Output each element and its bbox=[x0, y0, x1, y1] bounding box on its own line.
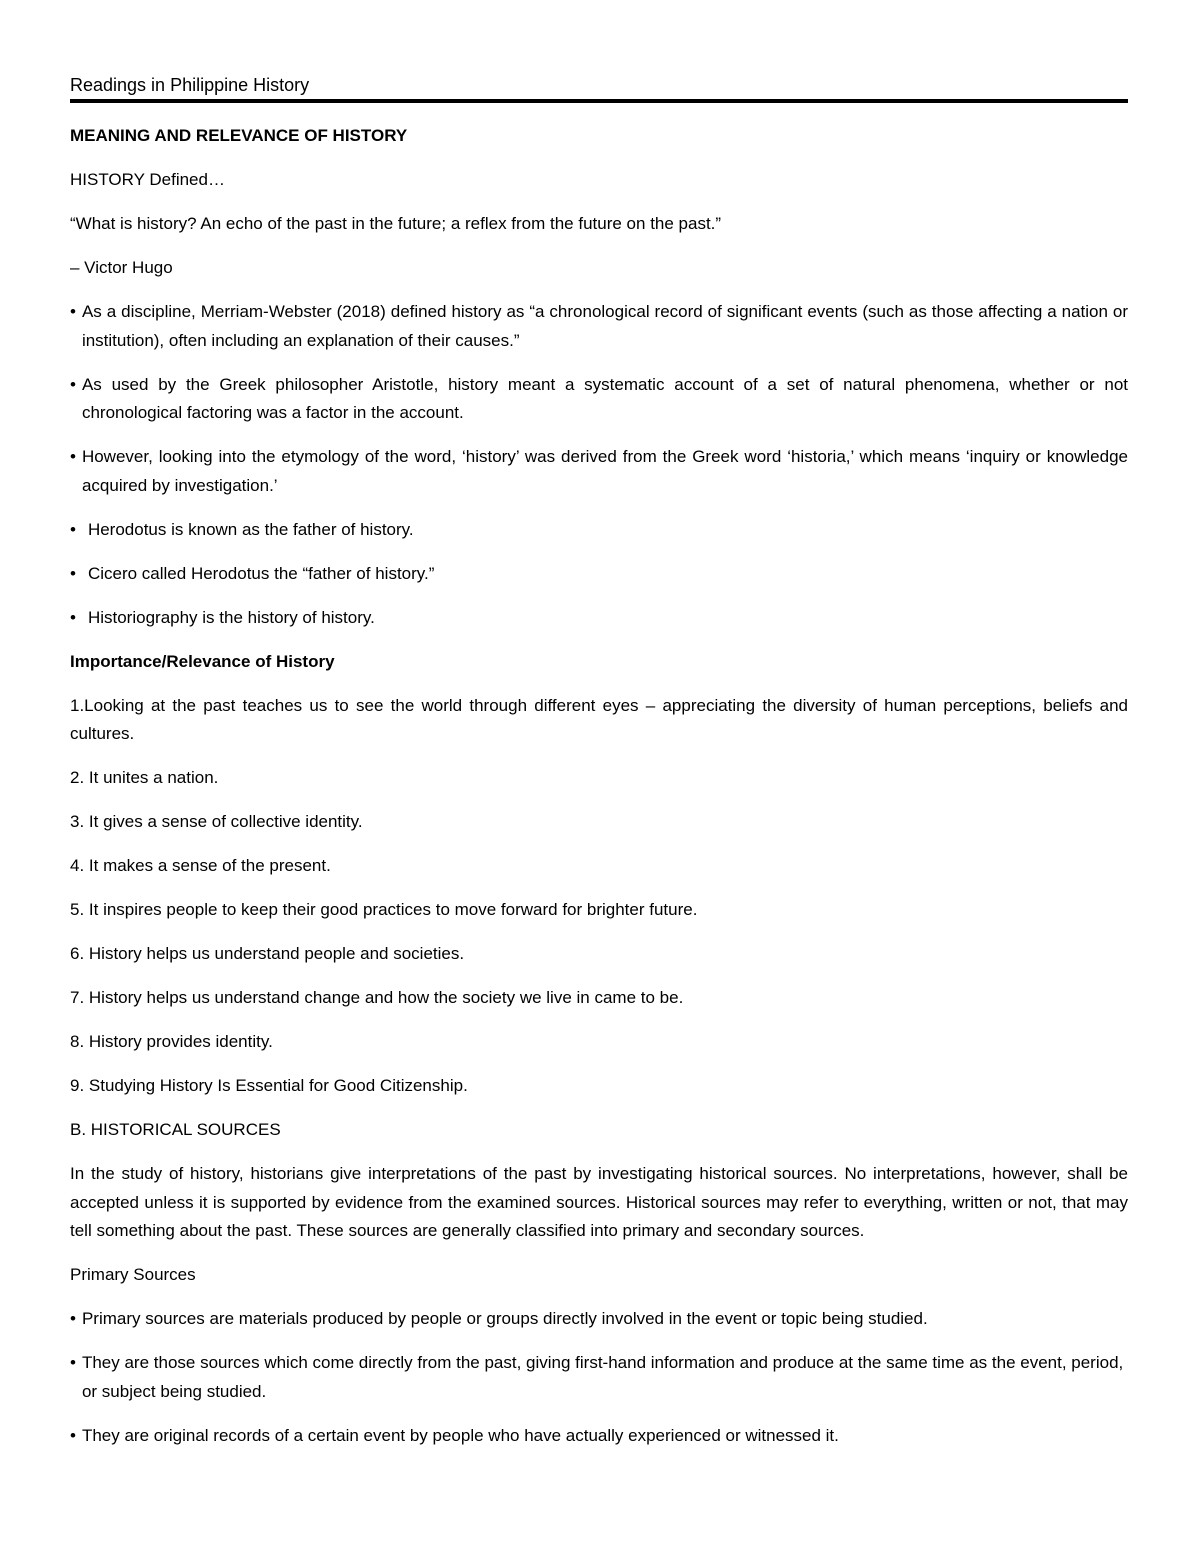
importance-item: 4. It makes a sense of the present. bbox=[70, 856, 331, 875]
sources-intro: In the study of history, historians give interpretations of the past by investigating historical sources. No interpretations, however, shall be accepted unless it is supported by evidence from the examined sources. Historical sources may refer to everything, written or not, that may tell something about the past. These sources are generally classified into primary and secondary sources. bbox=[70, 1164, 1128, 1240]
primary-source-bullet: • They are original records of a certain event by people who have actually experienced or witnessed it. bbox=[70, 1422, 1128, 1451]
importance-item: 9. Studying History Is Essential for Good Citizenship. bbox=[70, 1076, 468, 1095]
bullet-icon: • bbox=[70, 1309, 76, 1328]
bullet-icon: • bbox=[70, 607, 76, 627]
importance-item: 1.Looking at the past teaches us to see the world through different eyes – appreciating the diversity of human perceptions, beliefs and cultures. bbox=[70, 695, 1128, 743]
bullet-icon: • bbox=[70, 1353, 76, 1372]
document-body bbox=[70, 122, 1128, 1466]
header-divider bbox=[70, 99, 1128, 103]
bullet-icon: • bbox=[70, 519, 76, 539]
importance-item: 7. History helps us understand change and how the society we live in came to be. bbox=[70, 988, 684, 1007]
importance-item: 5. It inspires people to keep their good practices to move forward for brighter future. bbox=[70, 900, 698, 919]
definition-bullet: • As used by the Greek philosopher Aristotle, history meant a systematic account of a set of natural phenomena, whether or not chronological factoring was a factor in the account. bbox=[70, 371, 1128, 428]
definition-bullet: • Herodotus is known as the father of history. bbox=[70, 516, 1128, 545]
definition-bullet: • Cicero called Herodotus the “father of history.” bbox=[70, 560, 1128, 589]
bullet-icon: • bbox=[70, 447, 76, 466]
bullet-icon: • bbox=[70, 374, 76, 394]
importance-item: 2. It unites a nation. bbox=[70, 768, 219, 787]
definition-bullet: • Historiography is the history of history. bbox=[70, 604, 1128, 633]
primary-source-bullet: • Primary sources are materials produced by people or groups directly involved in the event or topic being studied. bbox=[70, 1305, 1128, 1334]
importance-item: 6. History helps us understand people and societies. bbox=[70, 944, 465, 963]
bullet-icon: • bbox=[70, 1425, 76, 1445]
importance-heading: Importance/Relevance of History bbox=[70, 651, 335, 671]
importance-item: 8. History provides identity. bbox=[70, 1032, 273, 1051]
primary-sources-heading: Primary Sources bbox=[70, 1265, 196, 1284]
section-title: MEANING AND RELEVANCE OF HISTORY bbox=[70, 126, 408, 145]
importance-item: 3. It gives a sense of collective identity. bbox=[70, 812, 363, 831]
definition-bullet: • However, looking into the etymology of the word, ‘history’ was derived from the Greek word ‘historia,’ which means ‘inquiry or knowledge acquired by investigation.’ bbox=[70, 443, 1128, 500]
header-title: Readings in Philippine History bbox=[70, 75, 310, 95]
history-defined-heading: HISTORY Defined… bbox=[70, 170, 225, 189]
hugo-quote: “What is history? An echo of the past in the future; a reflex from the future on the past.” bbox=[70, 214, 722, 233]
definition-bullet: • As a discipline, Merriam-Webster (2018) defined history as “a chronological record of significant events (such as those affecting a nation or institution), often including an explanation of their causes.” bbox=[70, 298, 1128, 355]
sources-heading: B. HISTORICAL SOURCES bbox=[70, 1120, 281, 1139]
bullet-icon: • bbox=[70, 563, 76, 583]
bullet-icon: • bbox=[70, 302, 76, 321]
quote-author: – Victor Hugo bbox=[70, 258, 173, 277]
primary-source-bullet: • They are those sources which come directly from the past, giving first-hand information and produce at the same time as the event, period, or subject being studied. bbox=[70, 1349, 1128, 1406]
